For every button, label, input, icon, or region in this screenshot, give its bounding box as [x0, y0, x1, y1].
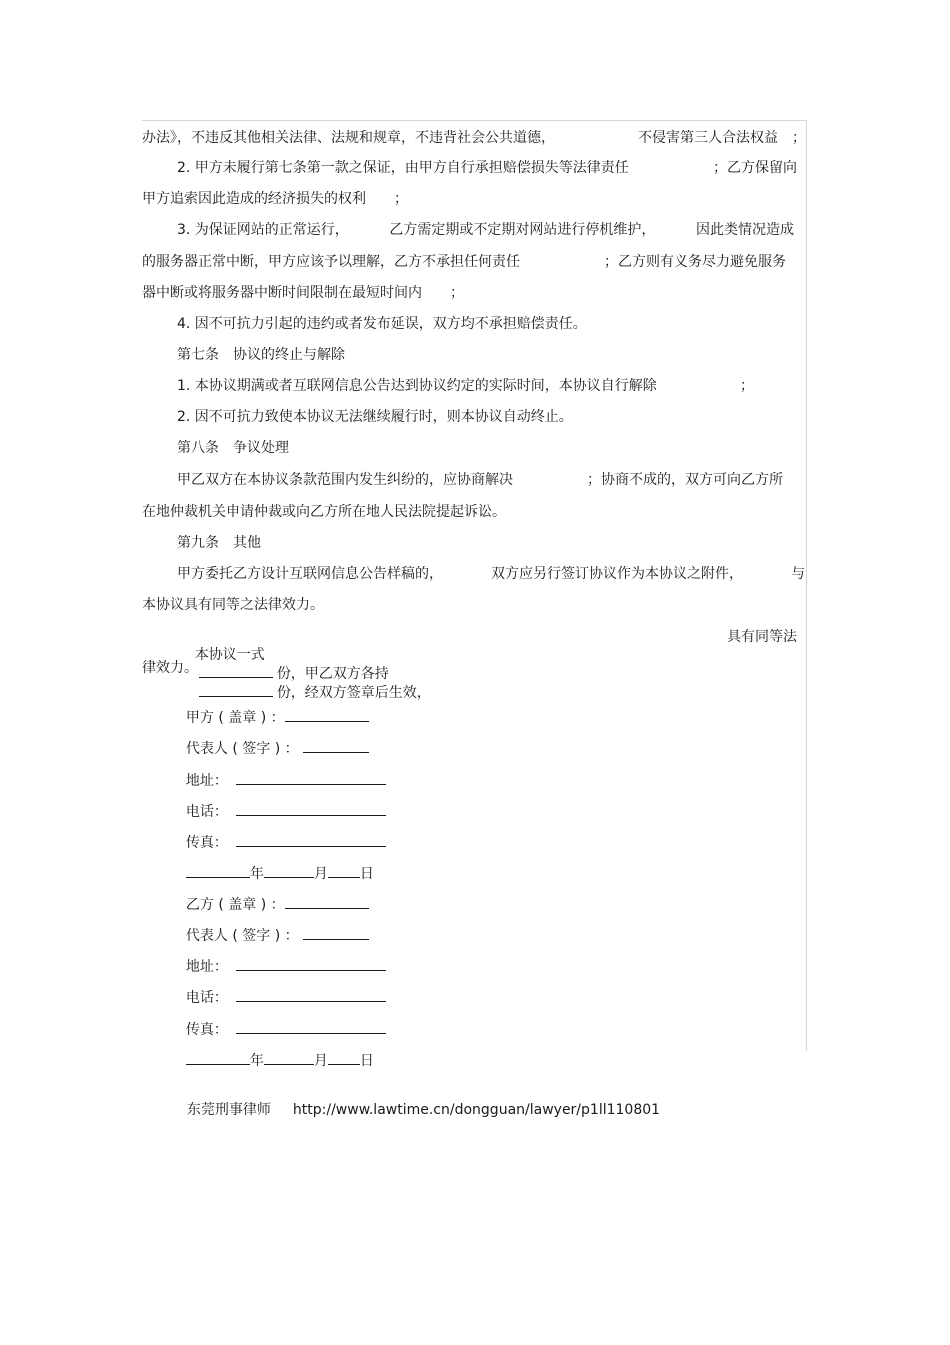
page-footer: [178, 1083, 660, 1119]
clause-line: 器中断或将服务器中断时间限制在最短时间内 ；: [142, 285, 464, 301]
month-label: 月: [313, 866, 328, 882]
clause-line: [177, 377, 754, 395]
day-label: 日: [359, 1053, 374, 1069]
line-text: 甲乙双方在本协议条款范围内发生纠纷的，应协商解决: [177, 472, 513, 488]
clause-line: [177, 471, 783, 489]
seal-blank[interactable]: [285, 895, 369, 909]
fax-label: 传真：: [185, 835, 228, 851]
effective-label: 份，经双方签章后生效，: [276, 685, 431, 701]
line-text: 的服务器正常中断，甲方应该予以理解，乙方不承担任何责任: [142, 254, 520, 270]
clause-line: 2. 因不可抗力致使本协议无法继续履行时，则本协议自动终止。: [177, 409, 573, 425]
line-mid: 乙方需定期或不定期对网站进行停机维护，: [389, 222, 656, 238]
line-text: 3. 为保证网站的正常运行，: [177, 222, 349, 238]
section-heading: 第七条 协议的终止与解除: [177, 347, 345, 363]
rep-label: 代表人 ( 签字 ) ：: [185, 741, 299, 757]
seal-label: 乙方 ( 盖章 ) ：: [185, 897, 285, 913]
line-tail: ；协商不成的，双方可向乙方所: [587, 472, 783, 488]
line-tail: ；乙方则有义务尽力避免服务: [604, 254, 786, 270]
footer-link[interactable]: http://www.lawtime.cn/dongguan/lawyer/p1ll110801: [292, 1102, 661, 1118]
day-blank[interactable]: [328, 1051, 360, 1065]
line-mid: 双方应另行签订协议作为本协议之附件，: [491, 566, 743, 582]
clause-line: [142, 129, 806, 147]
fax-blank[interactable]: [236, 833, 386, 847]
party-b-date: [177, 1033, 374, 1070]
clause-line: [177, 221, 794, 239]
rep-blank[interactable]: [303, 739, 369, 753]
line-tail: ；: [740, 378, 754, 394]
footer-label: 东莞刑事律师: [186, 1102, 271, 1118]
clause-line: 在地仲裁机关申请仲裁或向乙方所在地人民法院提起诉讼。: [142, 504, 506, 520]
tel-blank[interactable]: [236, 802, 386, 816]
clause-line: 4. 因不可抗力引起的违约或者发布延误，双方均不承担赔偿责任。: [177, 316, 587, 332]
rep-blank[interactable]: [303, 926, 369, 940]
line-text: 办法》，不违反其他相关法律、法规和规章，不违背社会公共道德，: [142, 130, 555, 146]
line-text: 2. 甲方未履行第七条第一款之保证，由甲方自行承担赔偿损失等法律责任: [177, 160, 629, 176]
address-label: 地址：: [185, 959, 228, 975]
fax-blank[interactable]: [236, 1020, 386, 1034]
copies-each-label: 份，甲乙双方各持: [276, 666, 389, 682]
address-blank[interactable]: [236, 957, 386, 971]
day-label: 日: [359, 866, 374, 882]
fax-label: 传真：: [185, 1022, 228, 1038]
line-text: 甲方委托乙方设计互联网信息公告样稿的，: [177, 566, 443, 582]
line-tail: 不侵害第三人合法权益 ；: [638, 130, 806, 146]
year-blank[interactable]: [186, 864, 250, 878]
tel-label: 电话：: [185, 990, 228, 1006]
section-heading: 第九条 其他: [177, 535, 261, 551]
clause-line: [177, 565, 805, 583]
clause-line: [142, 253, 786, 271]
tel-blank[interactable]: [236, 988, 386, 1002]
line-tail: 与: [791, 566, 805, 582]
tel-label: 电话：: [185, 804, 228, 820]
clause-line: [177, 159, 797, 177]
month-label: 月: [313, 1053, 328, 1069]
line-text: 1. 本协议期满或者互联网信息公告达到协议约定的实际时间，本协议自行解除: [177, 378, 657, 394]
seal-label: 甲方 ( 盖章 ) ：: [185, 710, 285, 726]
year-label: 年: [249, 1053, 264, 1069]
rep-label: 代表人 ( 签字 ) ：: [185, 928, 299, 944]
copies-label: 本协议一式: [194, 647, 265, 663]
copies-total-blank[interactable]: [199, 664, 273, 678]
address-label: 地址：: [185, 773, 228, 789]
address-blank[interactable]: [236, 771, 386, 785]
month-blank[interactable]: [264, 1051, 314, 1065]
year-label: 年: [249, 866, 264, 882]
line-tail: ；乙方保留向: [713, 160, 797, 176]
section-heading: 第八条 争议处理: [177, 440, 289, 456]
line-tail: 具有同等法: [727, 629, 797, 645]
clause-line: 甲方追索因此造成的经济损失的权利 ；: [142, 191, 408, 207]
clause-line: 律效力。: [142, 660, 198, 676]
year-blank[interactable]: [186, 1051, 250, 1065]
day-blank[interactable]: [328, 864, 360, 878]
seal-blank[interactable]: [285, 708, 369, 722]
month-blank[interactable]: [264, 864, 314, 878]
clause-line: 本协议具有同等之法律效力。: [142, 597, 324, 613]
line-tail: 因此类情况造成: [696, 222, 794, 238]
